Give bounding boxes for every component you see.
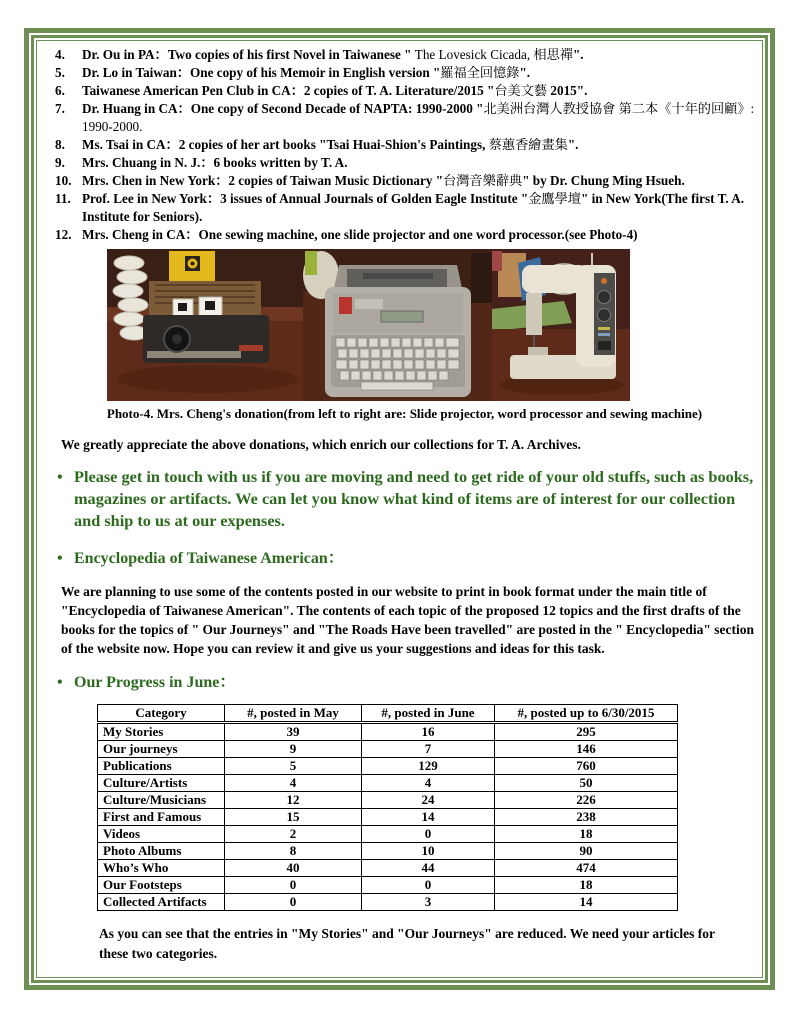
encyclopedia-paragraph: We are planning to use some of the contents posted in our website to print in book format under the main title of "Encyclopedia of Taiwanese American". The contents of each topic of the proposed 12 topics and the first drafts of the books for the topics of " Our Journeys" and "The Roads Have been travelled" are posted in the " Encyclopedia" section of the website now. Hope you can review it and give us your suggestions and ideas for this task.: [61, 584, 754, 656]
table-cell: 9: [225, 741, 362, 758]
table-cell: 474: [495, 860, 678, 877]
donated-items-photo: [107, 249, 630, 401]
encyclopedia-heading-text: Encyclopedia of Taiwanese American：: [74, 550, 344, 567]
table-header-cell: Category: [98, 705, 225, 723]
table-cell: Videos: [98, 826, 225, 843]
table-row: [98, 860, 678, 877]
table-cell: 238: [495, 809, 678, 826]
progress-table: [97, 704, 678, 911]
list-item-text: Dr. Ou in PA：Two copies of his first Novel in Taiwanese " The Lovesick Cicada, 相思禪".: [82, 47, 584, 62]
table-cell: 760: [495, 758, 678, 775]
appreciation-note: We greatly appreciate the above donations, which enrich our collections for T. A. Archives.: [61, 437, 581, 452]
table-cell: 14: [495, 894, 678, 911]
table-cell: 44: [362, 860, 495, 877]
table-cell: 226: [495, 792, 678, 809]
list-item-number: 5.: [55, 65, 65, 80]
list-item-number: 8.: [55, 137, 65, 152]
table-header-cell: #, posted in May: [225, 705, 362, 723]
page-content: [37, 41, 762, 977]
list-item-number: 9.: [55, 155, 65, 170]
table-row: [98, 877, 678, 894]
table-cell: 0: [362, 877, 495, 894]
table-cell: 90: [495, 843, 678, 860]
list-item-text: Taiwanese American Pen Club in CA：2 copies of T. A. Literature/2015 "台美文藝 2015".: [82, 83, 588, 98]
table-row: [98, 894, 678, 911]
table-cell: 129: [362, 758, 495, 775]
slide-projector-photo: [107, 249, 303, 401]
table-cell: 10: [362, 843, 495, 860]
list-item: [55, 154, 761, 172]
table-cell: 15: [225, 809, 362, 826]
list-item-text: Mrs. Chen in New York：2 copies of Taiwan Music Dictionary "台灣音樂辭典" by Dr. Chung Ming Hsueh.: [82, 173, 685, 188]
contact-request-text: Please get in touch with us if you are moving and need to get ride of your old stuffs, such as books, magazines or artifacts. We can let you know what kind of items are of interest for our collection and ship to us at our expenses.: [74, 467, 754, 530]
list-item: [55, 172, 761, 190]
progress-heading: [57, 672, 754, 694]
table-header-cell: #, posted up to 6/30/2015: [495, 705, 678, 723]
table-cell: 0: [362, 826, 495, 843]
table-row: [98, 843, 678, 860]
photo-caption: Photo-4. Mrs. Cheng's donation(from left to right are: Slide projector, word processor and sewing machine): [106, 406, 703, 421]
table-cell: Who’s Who: [98, 860, 225, 877]
table-cell: Photo Albums: [98, 843, 225, 860]
table-cell: 4: [225, 775, 362, 792]
table-cell: 18: [495, 877, 678, 894]
list-item: [55, 100, 761, 136]
contact-request-bullet: [57, 466, 763, 532]
table-cell: 8: [225, 843, 362, 860]
bullet-icon: •: [57, 467, 63, 486]
list-item-number: 11.: [55, 191, 71, 206]
page-border-frame: [24, 28, 775, 990]
table-row: [98, 792, 678, 809]
table-cell: 12: [225, 792, 362, 809]
table-header-cell: #, posted in June: [362, 705, 495, 723]
list-item: [55, 136, 761, 154]
table-cell: Publications: [98, 758, 225, 775]
list-item-number: 12.: [55, 227, 72, 242]
donation-list: [55, 46, 761, 244]
table-cell: 3: [362, 894, 495, 911]
table-header-row: [98, 705, 678, 723]
table-cell: My Stories: [98, 723, 225, 741]
table-cell: 5: [225, 758, 362, 775]
list-item-number: 6.: [55, 83, 65, 98]
list-item: [55, 64, 761, 82]
table-cell: 24: [362, 792, 495, 809]
table-cell: 4: [362, 775, 495, 792]
table-row: [98, 741, 678, 758]
table-cell: 16: [362, 723, 495, 741]
bullet-icon: •: [57, 674, 63, 691]
table-body: [98, 723, 678, 911]
table-cell: Our journeys: [98, 741, 225, 758]
table-row: [98, 775, 678, 792]
list-item-text: Mrs. Cheng in CA：One sewing machine, one slide projector and one word processor.(see Photo-4): [82, 227, 638, 242]
table-cell: 14: [362, 809, 495, 826]
progress-heading-text: Our Progress in June：: [74, 674, 236, 691]
table-cell: 7: [362, 741, 495, 758]
table-cell: 2: [225, 826, 362, 843]
word-processor-photo: [303, 249, 492, 401]
list-item-text: Ms. Tsai in CA：2 copies of her art books "Tsai Huai-Shion's Paintings, 蔡蕙香繪畫集".: [82, 137, 579, 152]
list-item-text: Prof. Lee in New York：3 issues of Annual Journals of Golden Eagle Institute "金鷹學壇" in New York(The first T. A. Institute for Seniors).: [82, 191, 745, 224]
table-cell: Culture/Artists: [98, 775, 225, 792]
table-row: [98, 723, 678, 741]
table-cell: Culture/Musicians: [98, 792, 225, 809]
table-row: [98, 758, 678, 775]
table-cell: 0: [225, 877, 362, 894]
table-cell: 0: [225, 894, 362, 911]
list-item-text: Dr. Huang in CA：One copy of Second Decade of NAPTA: 1990-2000 "北美洲台灣人教授協會 第二本《十年的回顧》: 1990-2000.: [82, 101, 755, 134]
table-cell: 295: [495, 723, 678, 741]
bullet-icon: •: [57, 550, 63, 567]
sewing-machine-photo: [492, 249, 630, 401]
table-cell: 40: [225, 860, 362, 877]
list-item: [55, 82, 761, 100]
table-cell: 39: [225, 723, 362, 741]
table-cell: 18: [495, 826, 678, 843]
list-item-number: 10.: [55, 173, 72, 188]
table-row: [98, 826, 678, 843]
encyclopedia-heading: [57, 548, 754, 570]
list-item-text: Dr. Lo in Taiwan：One copy of his Memoir in English version "羅福全回憶錄".: [82, 65, 531, 80]
table-row: [98, 809, 678, 826]
table-cell: 50: [495, 775, 678, 792]
list-item-number: 7.: [55, 101, 65, 116]
table-cell: 146: [495, 741, 678, 758]
list-item: [55, 46, 761, 64]
list-item-number: 4.: [55, 47, 65, 62]
table-cell: Our Footsteps: [98, 877, 225, 894]
closing-note: As you can see that the entries in "My Stories" and "Our Journeys" are reduced. We need your articles for these two categories.: [99, 926, 715, 961]
list-item: [55, 226, 761, 244]
list-item-text: Mrs. Chuang in N. J.：6 books written by T. A.: [82, 155, 348, 170]
table-cell: Collected Artifacts: [98, 894, 225, 911]
table-cell: First and Famous: [98, 809, 225, 826]
list-item: [55, 190, 761, 226]
